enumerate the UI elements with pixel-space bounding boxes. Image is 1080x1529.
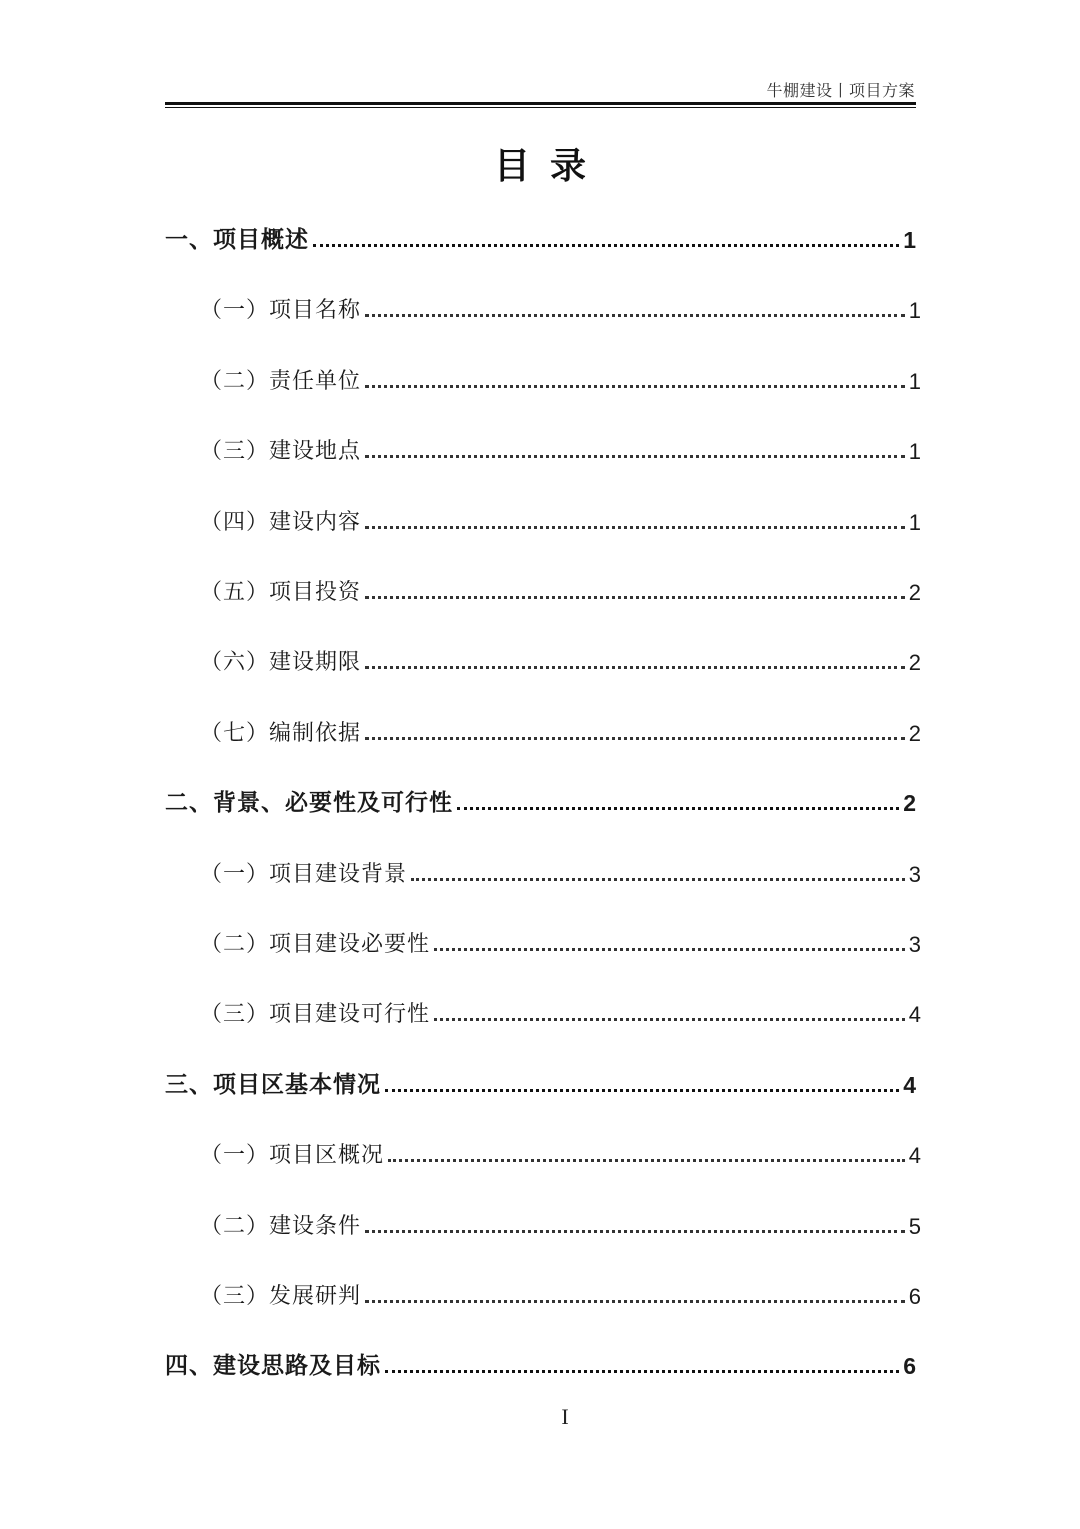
toc-entry-page: 5 xyxy=(908,1214,921,1239)
header-rule-thick xyxy=(165,102,916,105)
page-number: I xyxy=(561,1404,569,1429)
toc-entry-label: （五）项目投资 xyxy=(200,580,362,605)
toc-entry-label: （六）建设期限 xyxy=(200,650,362,675)
header-rule-thin xyxy=(165,107,916,108)
toc-entry-label: （三）项目建设可行性 xyxy=(200,1002,431,1027)
toc-dot-leader xyxy=(388,1158,905,1162)
toc-dot-leader xyxy=(365,384,905,388)
toc-section-row[interactable] xyxy=(200,854,921,888)
toc-entry-page: 2 xyxy=(908,650,921,675)
toc-entry-page: 6 xyxy=(903,1353,916,1379)
toc-section-row[interactable] xyxy=(200,642,921,676)
toc-title: 目录 xyxy=(493,145,606,187)
toc-entry-label: （一）项目区概况 xyxy=(200,1143,385,1168)
toc-section-row[interactable] xyxy=(200,361,921,395)
toc-entry-page: 4 xyxy=(908,1143,921,1168)
toc-entry-page: 1 xyxy=(908,510,921,535)
toc-section-row[interactable] xyxy=(200,572,921,606)
toc-entry-label: 三、项目区基本情况 xyxy=(165,1072,381,1098)
toc-entry-label: （二）项目建设必要性 xyxy=(200,932,431,957)
toc-section-row[interactable] xyxy=(200,431,921,465)
toc-dot-leader xyxy=(365,454,905,458)
toc-entry-page: 3 xyxy=(908,932,921,957)
toc-entry-page: 6 xyxy=(908,1284,921,1309)
toc-dot-leader xyxy=(434,947,905,951)
toc-dot-leader xyxy=(365,1299,905,1303)
toc-dot-leader xyxy=(313,243,899,247)
toc-chapter-row[interactable] xyxy=(165,1346,916,1380)
toc-entry-label: （三）建设地点 xyxy=(200,439,362,464)
toc-entry-page: 1 xyxy=(903,227,916,253)
toc-entry-page: 1 xyxy=(908,439,921,464)
toc-entry-label: （七）编制依据 xyxy=(200,721,362,746)
toc-dot-leader xyxy=(365,595,905,599)
toc-entry-label: （一）项目建设背景 xyxy=(200,862,408,887)
toc-entry-page: 2 xyxy=(908,721,921,746)
toc-section-row[interactable] xyxy=(200,1206,921,1240)
toc-dot-leader xyxy=(457,806,899,810)
toc-chapter-row[interactable] xyxy=(165,1065,916,1099)
toc-section-row[interactable] xyxy=(200,713,921,747)
toc-dot-leader xyxy=(365,1229,905,1233)
toc-entry-label: （四）建设内容 xyxy=(200,510,362,535)
toc-entry-label: （二）责任单位 xyxy=(200,369,362,394)
toc-chapter-row[interactable] xyxy=(165,783,916,817)
toc-section-row[interactable] xyxy=(200,994,921,1028)
toc-entry-label: 一、项目概述 xyxy=(165,227,309,253)
toc-entry-page: 1 xyxy=(908,369,921,394)
toc-section-row[interactable] xyxy=(200,1135,921,1169)
toc-entry-page: 2 xyxy=(908,580,921,605)
toc-entry-page: 3 xyxy=(908,862,921,887)
toc-dot-leader xyxy=(385,1369,899,1373)
toc-dot-leader xyxy=(365,525,905,529)
toc-chapter-row[interactable] xyxy=(165,220,916,254)
toc-entry-label: 二、背景、必要性及可行性 xyxy=(165,790,453,816)
toc-dot-leader xyxy=(434,1017,905,1021)
toc-section-row[interactable] xyxy=(200,502,921,536)
toc-section-row[interactable] xyxy=(200,924,921,958)
running-header: 牛棚建设丨项目方案 xyxy=(766,81,915,100)
toc-dot-leader xyxy=(385,1088,899,1092)
toc-entry-page: 1 xyxy=(908,298,921,323)
toc-entry-label: 四、建设思路及目标 xyxy=(165,1353,381,1379)
toc-section-row[interactable] xyxy=(200,1276,921,1310)
toc-entry-page: 2 xyxy=(903,790,916,816)
toc-dot-leader xyxy=(365,665,905,669)
toc-entry-label: （二）建设条件 xyxy=(200,1214,362,1239)
toc-section-row[interactable] xyxy=(200,290,921,324)
toc-dot-leader xyxy=(365,736,905,740)
toc-dot-leader xyxy=(365,313,905,317)
toc-entry-label: （三）发展研判 xyxy=(200,1284,362,1309)
toc-entry-label: （一）项目名称 xyxy=(200,298,362,323)
toc-entry-page: 4 xyxy=(903,1072,916,1098)
toc-entry-page: 4 xyxy=(908,1002,921,1027)
toc-dot-leader xyxy=(411,877,905,881)
